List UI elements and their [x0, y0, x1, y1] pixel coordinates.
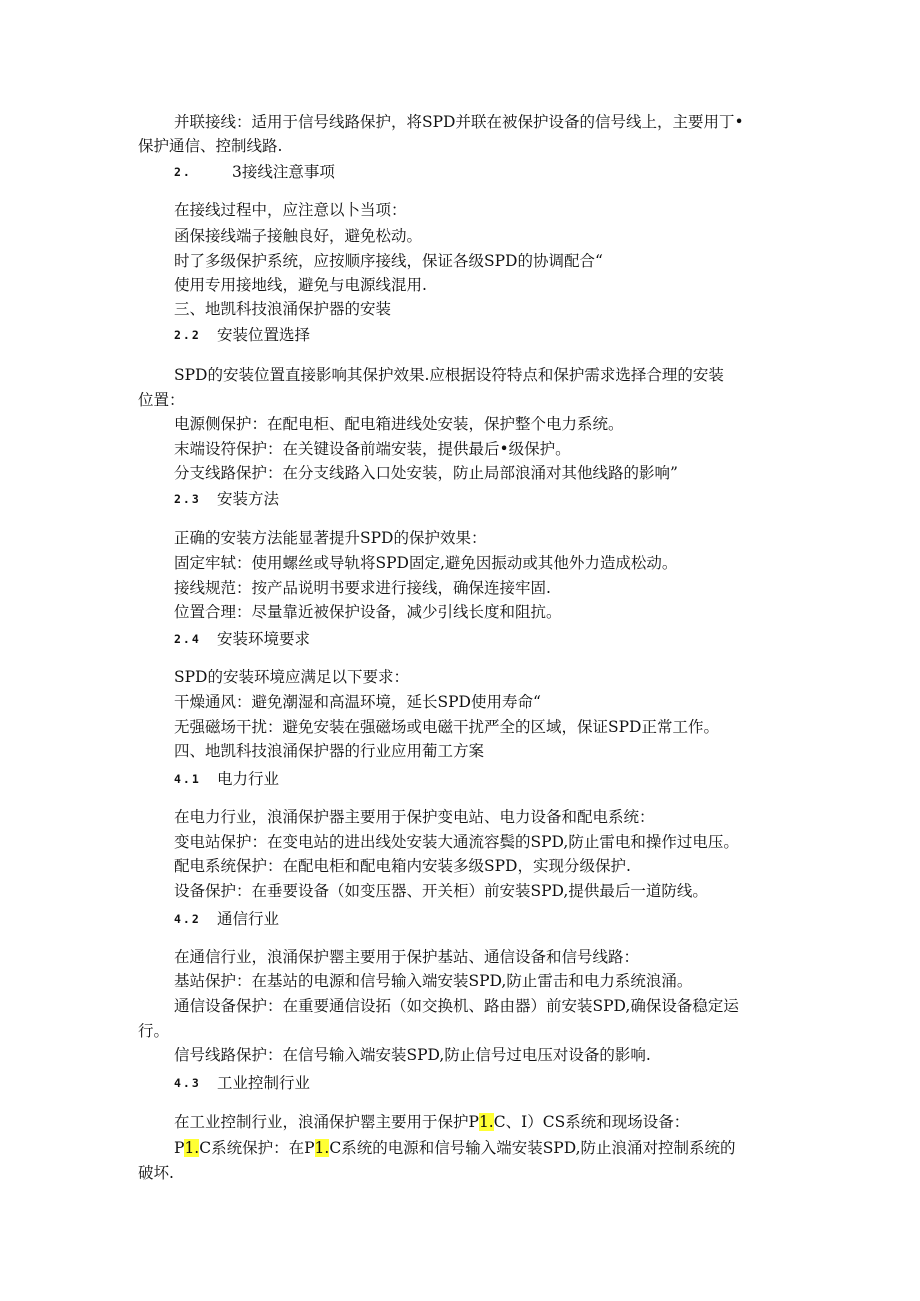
heading-number: 2.3 [174, 492, 201, 506]
paragraph-substation: 变电站保护：在变电站的进出线处安装大通流容鬓的SPD,防止雷电和操作过电压。 [174, 833, 739, 851]
text-run: 在工业控制行业，浪涌保护罂主要用于保护P [174, 1113, 479, 1131]
paragraph-parallel-wiring-line2: 保护通信、控制线路. [138, 137, 283, 155]
paragraph-parallel-wiring-line1: 并联接线：适用于信号线路保护，将SPD并联在被保护设备的信号线上，主要用丁• [174, 113, 744, 131]
heading-title: 通信行业 [217, 910, 280, 928]
paragraph-signal-line: 信号线路保护：在信号输入端安装SPD,防止信号过电压对设备的影响. [174, 1046, 651, 1064]
heading-number: 4.1 [174, 772, 201, 786]
section-title-industry: 四、地凯科技浪涌保护器的行业应用葡工方案 [174, 742, 485, 760]
paragraph-dry-ventilated: 干燥通风：避免潮湿和高温环境，延长SPD使用寿命“ [174, 693, 541, 711]
paragraph-fixed-firmly: 固定牢轼：使用螺丝或导轨将SPD固定,避免因振动或其他外力造成松动。 [174, 554, 678, 572]
heading-number: 2.4 [174, 632, 201, 646]
paragraph-environment-intro: SPD的安装环境应满足以下要求： [174, 668, 409, 686]
highlighted-text: 1. [478, 1113, 494, 1131]
paragraph-plc-line2: 破坏. [138, 1164, 174, 1182]
text-run: P [174, 1139, 185, 1157]
paragraph-no-magnetic: 无强磁场干扰：避免安装在强磁场或电磁干扰严全的区域，保证SPD正常工作。 [174, 718, 719, 736]
paragraph-comm-device-line2: 行。 [138, 1022, 170, 1040]
paragraph-method-intro: 正确的安装方法能显著提升SPD的保护效果： [174, 529, 487, 547]
paragraph-terminal-contact: 函保接线端子接触良好，避免松动。 [174, 227, 423, 245]
paragraph-dedicated-ground: 使用专用接地线，避免与电源线混用. [174, 276, 427, 294]
text-run: C、I）CS系统和现场设备： [493, 1113, 690, 1131]
paragraph-multilevel-order: 时了多级保护系统，应按顺序接线，保证各级SPD的协调配合“ [174, 252, 603, 270]
highlighted-text: 1. [184, 1139, 200, 1157]
text-run: C系统保护：在P [199, 1139, 315, 1157]
paragraph-end-device: 末端设符保护：在关键设备前端安装，提供最后•级保护。 [174, 440, 571, 458]
paragraph-plc-line1 [174, 1136, 736, 1160]
paragraph-base-station: 基站保护：在基站的电源和信号输入端安装SPD,防止雷击和电力系统浪涌。 [174, 972, 693, 990]
heading-title: 电力行业 [217, 770, 280, 788]
heading-title: 安装位置选择 [217, 326, 311, 344]
heading-title: 工业控制行业 [217, 1074, 311, 1092]
paragraph-position-reasonable: 位置合理：尽量靠近被保护设备，减少引线长度和阻抗。 [174, 603, 562, 621]
paragraph-location-intro-line1: SPD的安装位置直接影响其保护效果.应根据设符特点和保护需求选择合理的安装 [174, 366, 724, 384]
paragraph-power-side: 电源侧保护：在配电柜、配电箱进线处安装，保护整个电力系统。 [174, 415, 624, 433]
paragraph-wiring-standard: 接线规范：按产品说明书要求进行接线，确保连接牢固. [174, 579, 551, 597]
paragraph-wiring-intro: 在接线过程中，应注意以卜当项： [174, 201, 407, 219]
paragraph-equipment: 设备保护：在垂要设备（如变压器、开关柜）前安装SPD,提供最后一道防线。 [174, 882, 708, 900]
section-title-installation: 三、地凯科技浪涌保护器的安装 [174, 300, 392, 318]
heading-number: 2. [174, 165, 192, 179]
paragraph-comm-device-line1: 通信设备保护：在重要通信设拓（如交换机、路由器）前安装SPD,确保设备稳定运 [174, 997, 739, 1015]
paragraph-power-intro: 在电力行业，浪涌保护器主要用于保护变电站、电力设备和配电系统： [174, 808, 655, 826]
heading-title: 安装方法 [217, 490, 280, 508]
heading-number: 4.2 [174, 912, 201, 926]
paragraph-telecom-intro: 在通信行业，浪涌保护罂主要用于保护基站、通信设备和信号线路： [174, 948, 640, 966]
paragraph-industrial-intro [174, 1110, 689, 1134]
text-run: C系统的电源和信号输入端安装SPD,防止浪涌对控制系统的 [329, 1139, 736, 1157]
paragraph-distribution: 配电系统保护：在配电柜和配电箱内安装多级SPD，实现分级保护. [174, 857, 631, 875]
heading-number: 2.2 [174, 328, 201, 342]
highlighted-text: 1. [314, 1139, 330, 1157]
paragraph-location-intro-line2: 位置： [138, 391, 185, 409]
paragraph-branch-line: 分支线路保护：在分支线路入口处安装，防止局部浪涌对其他线路的影响” [174, 464, 678, 482]
heading-number: 4.3 [174, 1076, 201, 1090]
heading-title: 安装环境要求 [217, 630, 311, 648]
heading-title: 3接线注意事项 [232, 163, 335, 181]
